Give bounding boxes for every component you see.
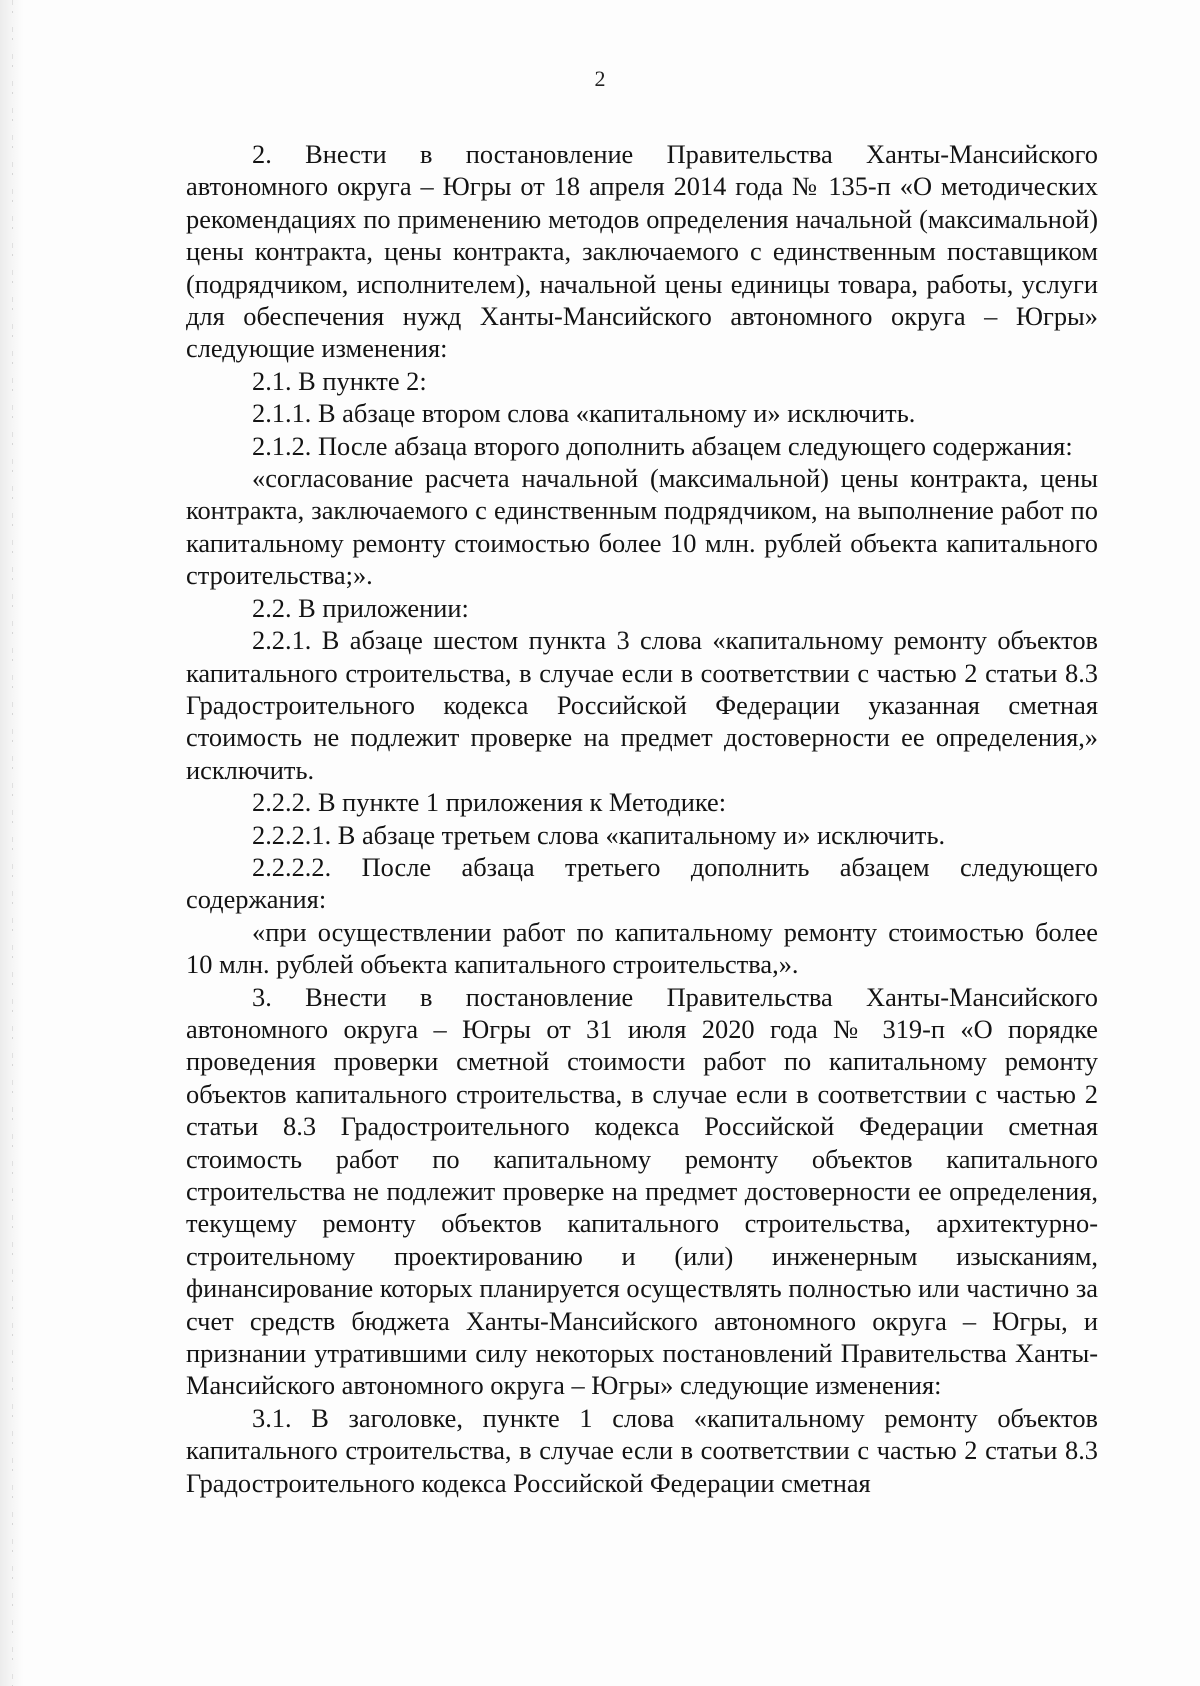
paragraph-3: 3. Внести в постановление Правительства Ханты-Мансийского автономного округа – Югры от 31 июля 2020 года № 319-п «О порядке проведения проверки сметной стоимости работ по капитальному ремонту объектов капитального строительства, в случае если в соответствии с частью 2 статьи 8.3 Градостроительного кодекса Российской Федерации сметная стоимость работ по капитальному ремонту объектов капитального строительства не подлежит проверке на предмет достоверности ее определения, текущему ремонту объектов капитального строительства, архитектурно-строительному проектированию и (или) инженерным изысканиям, финансирование которых планируется осуществлять полностью или частично за счет средств бюджета Ханты-Мансийского автономного округа – Югры, и признании утратившими силу некоторых постановлений Правительства Ханты-Мансийского автономного округа – Югры» следующие изменения: [186, 981, 1098, 1401]
paragraph-2-2-1: 2.2.1. В абзаце шестом пункта 3 слова «капитальному ремонту объектов капитального строительства, в случае если в соответствии с частью 2 статьи 8.3 Градостроительного кодекса Российской Федерации указанная сметная стоимость не подлежит проверке на предмет достоверности ее определения,» исключить. [186, 625, 1098, 785]
paragraph-2-1-2: 2.1.2. После абзаца второго дополнить абзацем следующего содержания: [252, 430, 1073, 461]
document-body [186, 138, 1098, 1499]
scan-binding-edge [0, 0, 24, 1686]
paragraph-2-2-2: 2.2.2. В пункте 1 приложения к Методике: [252, 787, 727, 818]
paragraph-quote-1: «согласование расчета начальной (максимальной) цены контракта, цены контракта, заключаемого с единственным подрядчиком, на выполнение работ по капитальному ремонту стоимостью более 10 млн. рублей объекта капитального строительства;». [186, 463, 1098, 591]
paragraph-2: 2. Внести в постановление Правительства Ханты-Мансийского автономного округа – Югры от 18 апреля 2014 года № 135-п «О методических рекомендациях по применению методов определения начальной (максимальной) цены контракта, цены контракта, заключаемого с единственным поставщиком (подрядчиком, исполнителем), начальной цены единицы товара, работы, услуги для обеспечения нужд Ханты-Мансийского автономного округа – Югры» следующие изменения: [186, 139, 1098, 364]
paragraph-2-1-1: 2.1.1. В абзаце втором слова «капитальному и» исключить. [252, 398, 916, 429]
paragraph-2-1: 2.1. В пункте 2: [252, 365, 427, 396]
paragraph-2-2-2-1: 2.2.2.1. В абзаце третьем слова «капитальному и» исключить. [252, 819, 946, 850]
paragraph-2-2: 2.2. В приложении: [252, 592, 469, 623]
paragraph-2-2-2-2: 2.2.2.2. После абзаца третьего дополнить абзацем следующего содержания: [186, 851, 1098, 915]
paragraph-3-1: 3.1. В заголовке, пункте 1 слова «капитальному ремонту объектов капитального строительства, в случае если в соответствии с частью 2 статьи 8.3 Градостроительного кодекса Российской Федерации сметная [186, 1402, 1098, 1498]
page-number: 2 [594, 66, 606, 91]
paragraph-quote-2: «при осуществлении работ по капитальному ремонту стоимостью более 10 млн. рублей объекта капитального строительства,». [186, 916, 1098, 980]
